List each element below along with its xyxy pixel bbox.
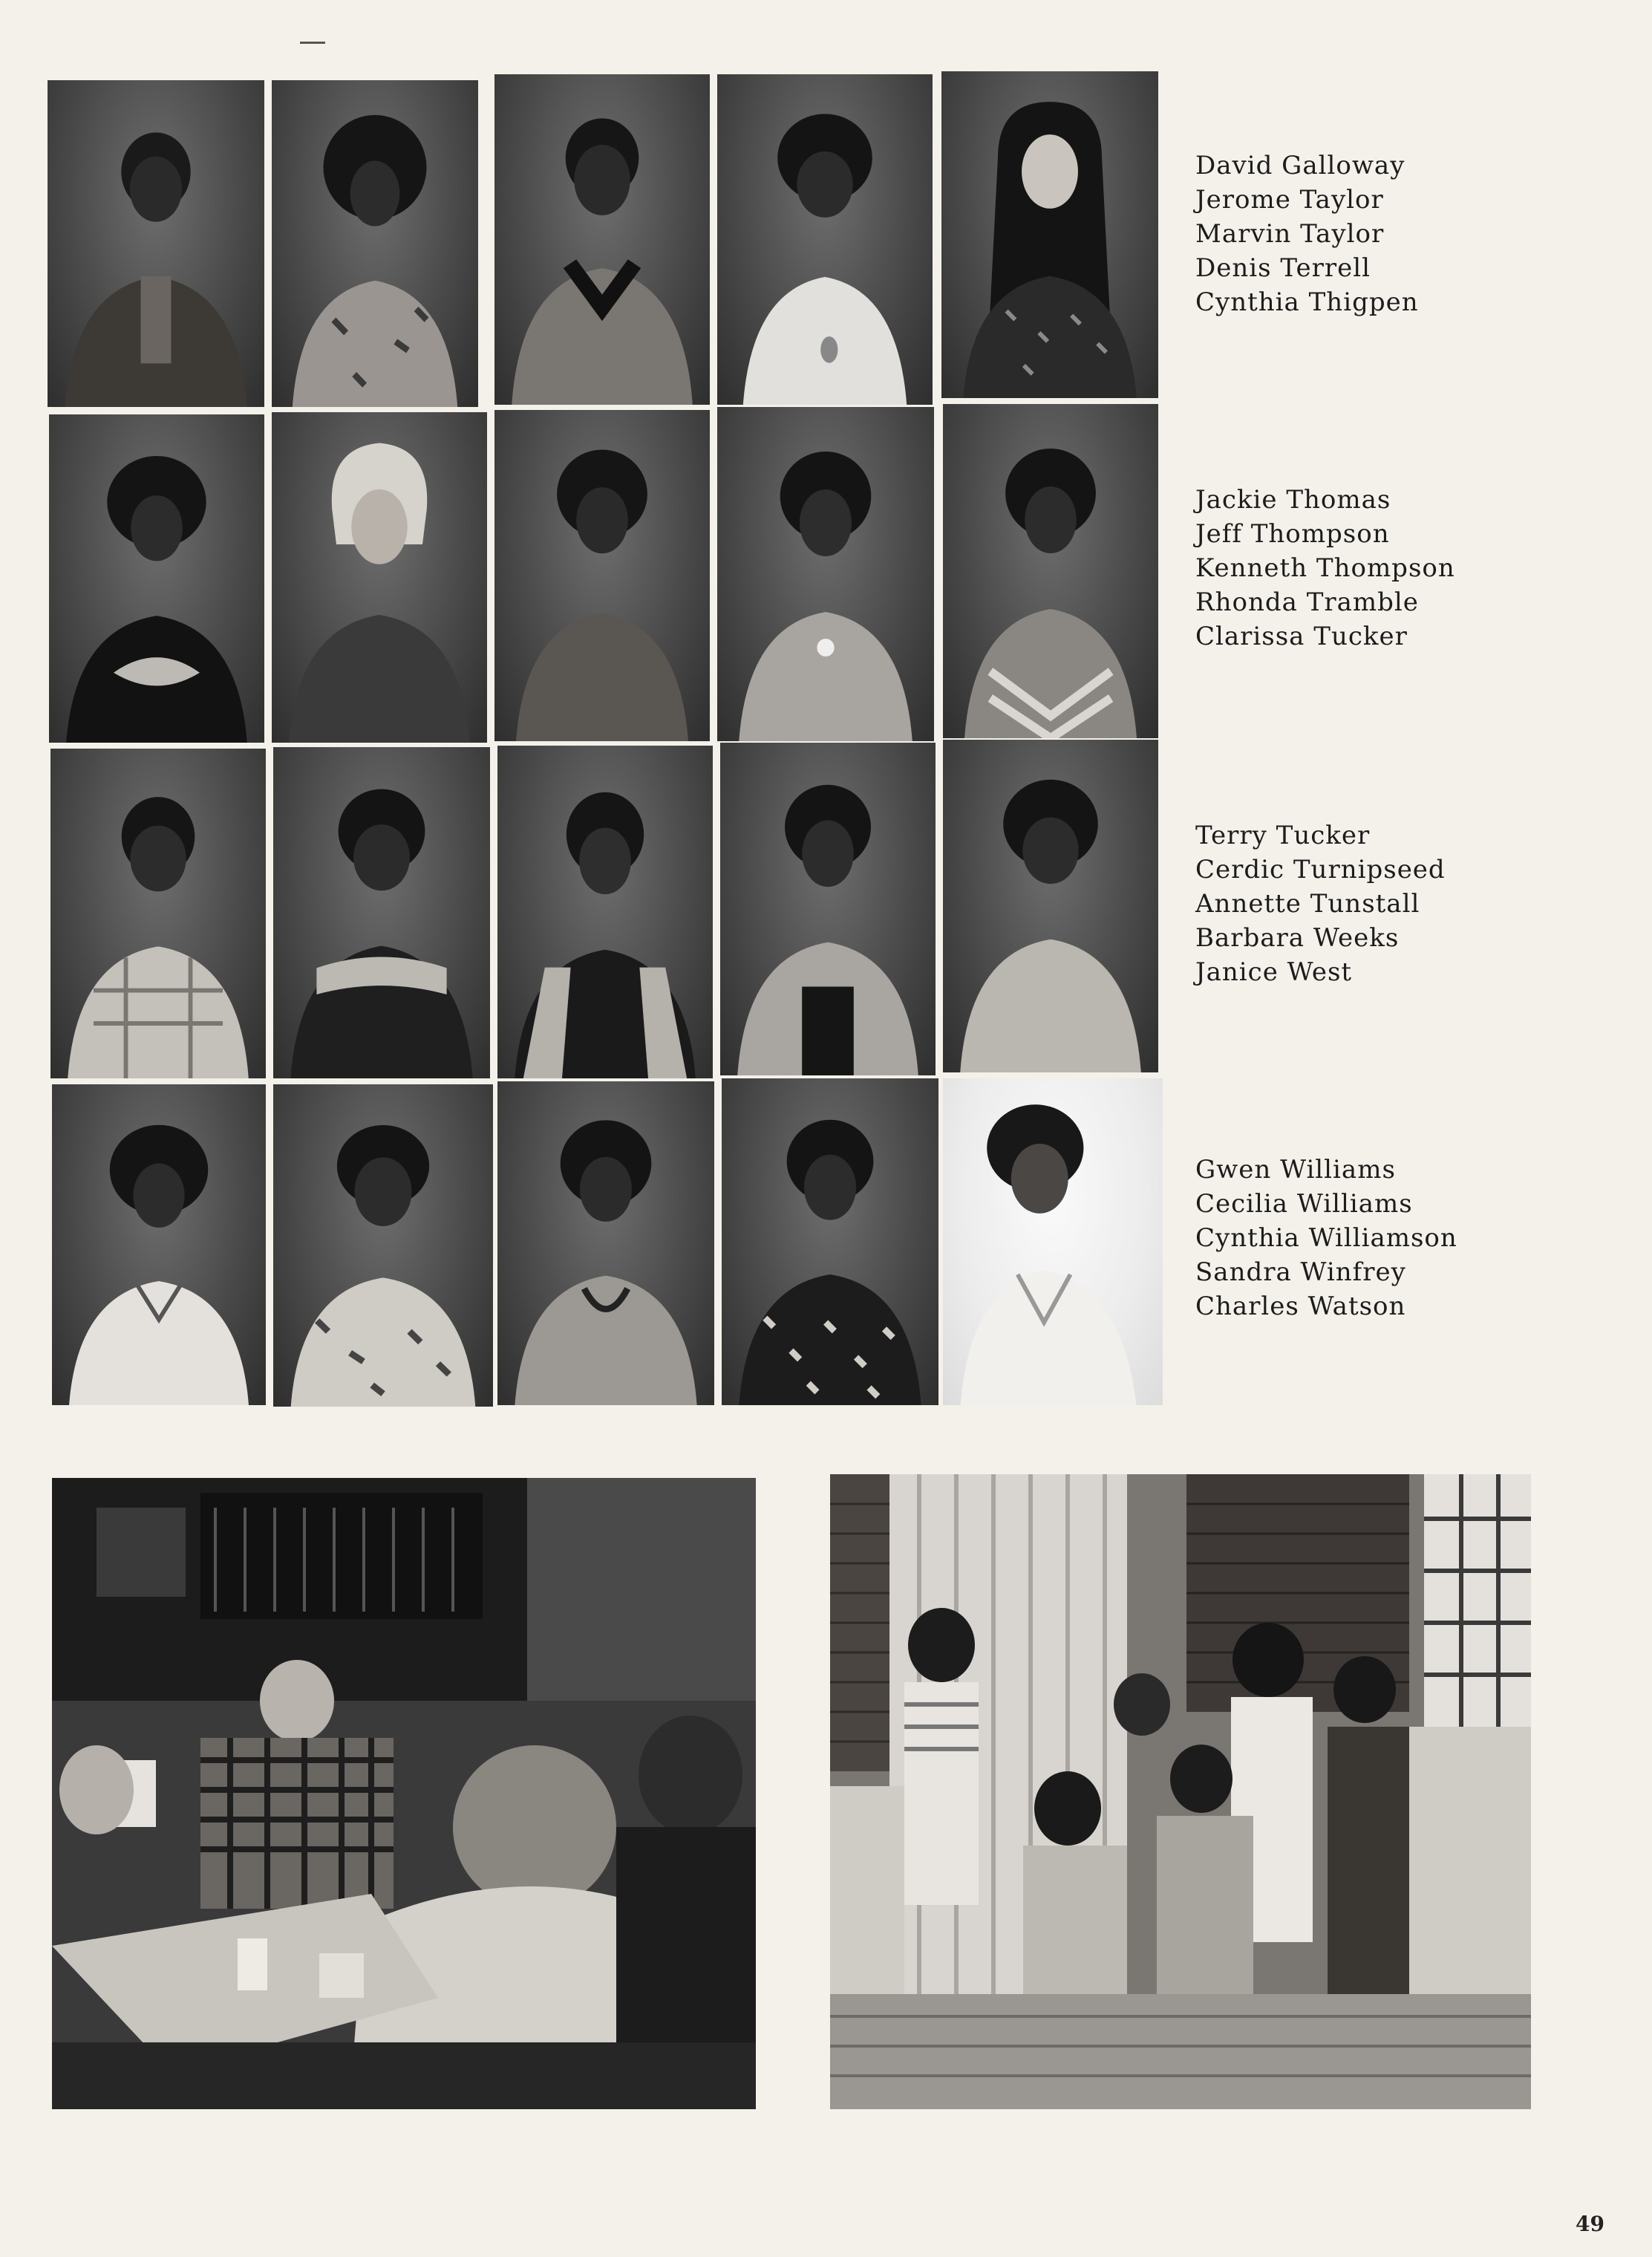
person-silhouette-icon bbox=[497, 746, 713, 1078]
portrait-row4-2 bbox=[273, 1084, 493, 1407]
student-name: Barbara Weeks bbox=[1195, 923, 1400, 953]
portrait-row3-2 bbox=[273, 747, 490, 1078]
student-name: David Galloway bbox=[1195, 151, 1405, 180]
person-silhouette-icon bbox=[52, 1084, 266, 1405]
student-name: Kenneth Thompson bbox=[1195, 553, 1455, 583]
student-name: Annette Tunstall bbox=[1195, 889, 1420, 919]
portrait-row4-3 bbox=[497, 1081, 714, 1405]
student-name: Janice West bbox=[1195, 957, 1353, 987]
student-name: Gwen Williams bbox=[1195, 1155, 1396, 1185]
portrait-row2-5 bbox=[943, 404, 1158, 738]
portrait-row3-1 bbox=[50, 749, 266, 1078]
names-row-3 bbox=[1195, 818, 1446, 989]
person-silhouette-icon bbox=[722, 1078, 938, 1405]
portrait-row4-4 bbox=[722, 1078, 938, 1405]
names-row-1 bbox=[1195, 149, 1419, 319]
student-name: Marvin Taylor bbox=[1195, 219, 1385, 249]
page-number: 49 bbox=[1576, 2212, 1604, 2236]
person-silhouette-icon bbox=[717, 407, 934, 741]
student-name: Charles Watson bbox=[1195, 1292, 1406, 1321]
person-silhouette-icon bbox=[943, 740, 1158, 1072]
person-silhouette-icon bbox=[273, 1084, 493, 1407]
student-name: Jerome Taylor bbox=[1195, 185, 1384, 215]
person-silhouette-icon bbox=[49, 414, 264, 743]
person-silhouette-icon bbox=[941, 71, 1158, 398]
person-silhouette-icon bbox=[717, 74, 933, 405]
portrait-row1-2 bbox=[272, 80, 478, 407]
student-name: Clarissa Tucker bbox=[1195, 622, 1408, 651]
person-silhouette-icon bbox=[497, 1081, 714, 1405]
portrait-row1-1 bbox=[48, 80, 264, 407]
person-silhouette-icon bbox=[494, 410, 710, 741]
student-name: Denis Terrell bbox=[1195, 253, 1371, 283]
portrait-row4-5 bbox=[943, 1078, 1163, 1405]
candid-photo-cafeteria bbox=[52, 1478, 756, 2109]
student-name: Cynthia Thigpen bbox=[1195, 287, 1419, 317]
person-silhouette-icon bbox=[943, 404, 1158, 738]
candid-photo-building-steps bbox=[830, 1474, 1531, 2109]
person-silhouette-icon bbox=[272, 80, 478, 407]
print-mark bbox=[300, 42, 325, 44]
student-name: Cerdic Turnipseed bbox=[1195, 855, 1446, 885]
portrait-row4-1 bbox=[52, 1084, 266, 1405]
student-name: Jackie Thomas bbox=[1195, 485, 1391, 515]
portrait-row3-4 bbox=[720, 743, 936, 1075]
names-row-4 bbox=[1195, 1153, 1457, 1323]
portrait-row1-5 bbox=[941, 71, 1158, 398]
person-silhouette-icon bbox=[272, 412, 487, 743]
portrait-row2-1 bbox=[49, 414, 264, 743]
person-silhouette-icon bbox=[50, 749, 266, 1078]
student-name: Rhonda Tramble bbox=[1195, 587, 1419, 617]
names-row-2 bbox=[1195, 483, 1455, 654]
person-silhouette-icon bbox=[720, 743, 936, 1075]
portrait-row1-3 bbox=[494, 74, 710, 405]
student-name: Cecilia Williams bbox=[1195, 1189, 1413, 1219]
portrait-row2-4 bbox=[717, 407, 934, 741]
person-silhouette-icon bbox=[48, 80, 264, 407]
building-steps-scene-icon bbox=[830, 1474, 1531, 2109]
portrait-row2-3 bbox=[494, 410, 710, 741]
portrait-row3-3 bbox=[497, 746, 713, 1078]
cafeteria-scene-icon bbox=[52, 1478, 756, 2109]
student-name: Terry Tucker bbox=[1195, 821, 1371, 850]
student-name: Jeff Thompson bbox=[1195, 519, 1390, 549]
portrait-row3-5 bbox=[943, 740, 1158, 1072]
portrait-row1-4 bbox=[717, 74, 933, 405]
person-silhouette-icon bbox=[273, 747, 490, 1078]
person-silhouette-icon bbox=[943, 1078, 1163, 1405]
portrait-row2-2 bbox=[272, 412, 487, 743]
student-name: Cynthia Williamson bbox=[1195, 1223, 1457, 1253]
student-name: Sandra Winfrey bbox=[1195, 1257, 1406, 1287]
person-silhouette-icon bbox=[494, 74, 710, 405]
